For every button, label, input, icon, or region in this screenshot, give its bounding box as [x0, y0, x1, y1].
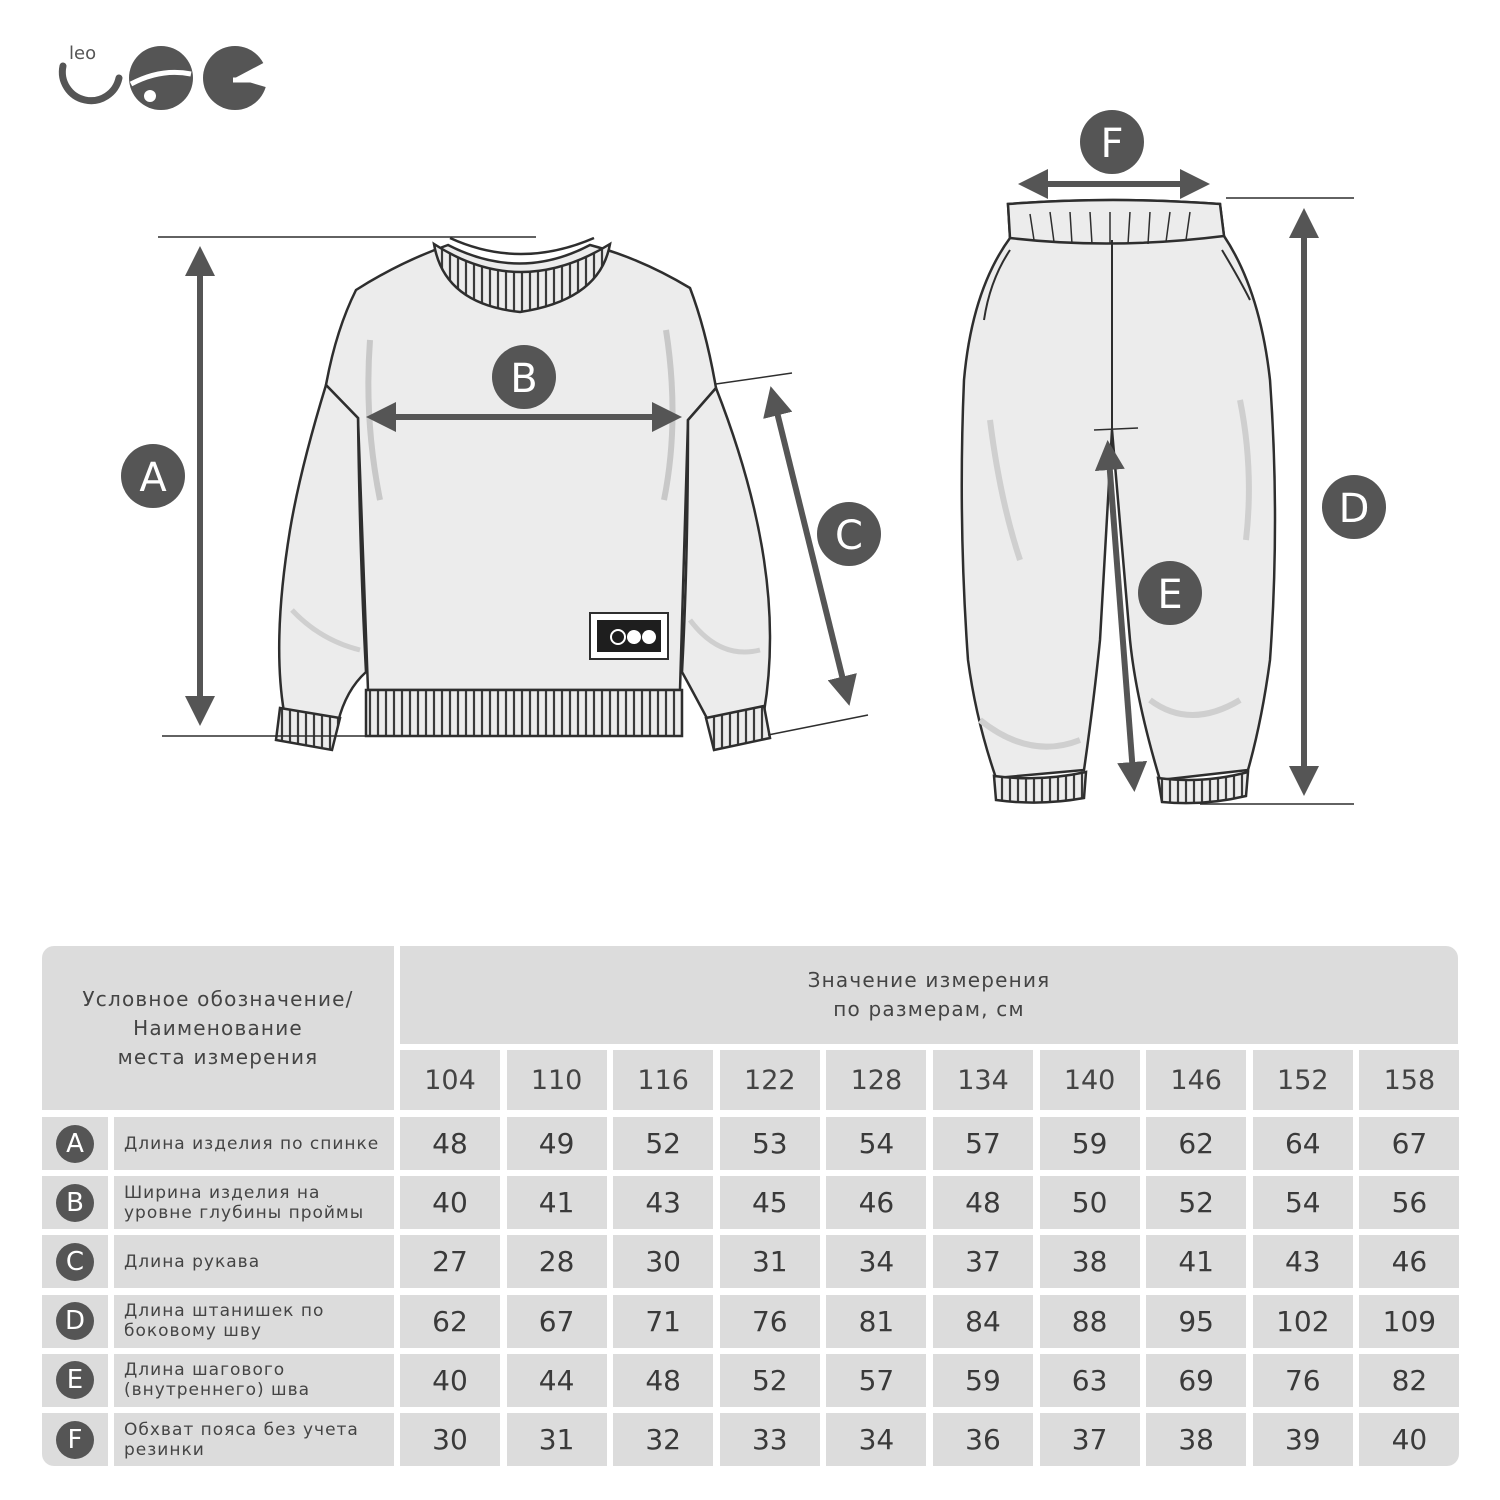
row-code-cell: [42, 1354, 108, 1407]
measurement-value-cell: 59: [933, 1354, 1033, 1407]
row-code-cell: [42, 1176, 108, 1229]
size-header-cell: 140: [1040, 1050, 1140, 1110]
measurement-name-line: Длина изделия по спинке: [124, 1133, 380, 1154]
measurement-value-cell: 64: [1253, 1117, 1353, 1170]
measurement-name-line: резинки: [124, 1439, 205, 1460]
measurement-value-cell: 31: [507, 1413, 607, 1466]
measurement-code-badge: E: [56, 1361, 94, 1399]
table-header-values: [400, 946, 1458, 1044]
measurement-name-cell: [114, 1117, 394, 1170]
svg-text:F: F: [1100, 121, 1124, 167]
measurement-value-cell: 67: [1359, 1117, 1459, 1170]
measurement-value-cell: 33: [720, 1413, 820, 1466]
measurement-name-line: (внутреннего) шва: [124, 1380, 311, 1401]
measurement-value-cell: 76: [720, 1295, 820, 1348]
measurement-value-cell: 41: [1146, 1235, 1246, 1288]
measurement-value-cell: 52: [613, 1117, 713, 1170]
measurement-value-cell: 48: [400, 1117, 500, 1170]
measurement-value-cell: 28: [507, 1235, 607, 1288]
measurement-value-cell: 62: [1146, 1117, 1246, 1170]
row-code-cell: [42, 1235, 108, 1288]
measurement-value-cell: 32: [613, 1413, 713, 1466]
measurement-value-cell: 30: [613, 1235, 713, 1288]
size-header-cell: 152: [1253, 1050, 1353, 1110]
size-table: [42, 946, 1458, 1468]
size-header-cell: 104: [400, 1050, 500, 1110]
measurement-name-line: Длина шагового: [124, 1360, 286, 1381]
header-left-line: Условное обозначение/: [82, 986, 354, 1011]
measurement-value-cell: 46: [826, 1176, 926, 1229]
measurement-value-cell: 41: [507, 1176, 607, 1229]
measurement-value-cell: 48: [613, 1354, 713, 1407]
measurement-value-cell: 53: [720, 1117, 820, 1170]
measurement-value-cell: 43: [613, 1176, 713, 1229]
measurement-value-cell: 40: [400, 1176, 500, 1229]
measurement-name-line: уровне глубины проймы: [124, 1202, 365, 1223]
measurement-code-badge: C: [56, 1243, 94, 1281]
marker-e: [1138, 561, 1202, 625]
svg-text:E: E: [1157, 572, 1183, 618]
measurement-value-cell: 38: [1146, 1413, 1246, 1466]
measurement-value-cell: 81: [826, 1295, 926, 1348]
header-left-line: места измерения: [117, 1044, 319, 1069]
measurement-value-cell: 82: [1359, 1354, 1459, 1407]
measurement-name-line: Обхват пояса без учета: [124, 1419, 359, 1440]
measurement-value-cell: 40: [400, 1354, 500, 1407]
measurement-value-cell: 84: [933, 1295, 1033, 1348]
measurement-name-cell: [114, 1176, 394, 1229]
table-header-designation: [42, 946, 394, 1110]
measurement-value-cell: 57: [826, 1354, 926, 1407]
svg-text:D: D: [1338, 486, 1370, 532]
header-right-line: по размерам, см: [833, 997, 1025, 1021]
measurement-name-cell: [114, 1354, 394, 1407]
measurement-value-cell: 54: [1253, 1176, 1353, 1229]
measurement-diagram: [0, 100, 1500, 830]
measurement-code-badge: D: [56, 1302, 94, 1340]
measurement-name-cell: [114, 1413, 394, 1466]
measurement-name-cell: [114, 1235, 394, 1288]
measurement-value-cell: 71: [613, 1295, 713, 1348]
measurement-value-cell: 38: [1040, 1235, 1140, 1288]
measurement-value-cell: 40: [1359, 1413, 1459, 1466]
marker-a: [121, 444, 185, 508]
row-code-cell: [42, 1295, 108, 1348]
measurement-code-badge: A: [56, 1125, 94, 1163]
size-header-cell: 146: [1146, 1050, 1246, 1110]
sweatshirt-drawing: [276, 238, 770, 750]
measurement-value-cell: 48: [933, 1176, 1033, 1229]
measurement-value-cell: 69: [1146, 1354, 1246, 1407]
pants-drawing: [962, 200, 1275, 803]
marker-d: [1322, 475, 1386, 539]
row-code-cell: [42, 1413, 108, 1466]
marker-f: [1080, 110, 1144, 174]
measurement-value-cell: 30: [400, 1413, 500, 1466]
measurement-value-cell: 49: [507, 1117, 607, 1170]
measurement-name-cell: [114, 1295, 394, 1348]
measurement-value-cell: 52: [720, 1354, 820, 1407]
measurement-value-cell: 67: [507, 1295, 607, 1348]
measurement-value-cell: 63: [1040, 1354, 1140, 1407]
measurement-name-line: боковому шву: [124, 1321, 262, 1342]
measurement-value-cell: 34: [826, 1235, 926, 1288]
size-header-cell: 134: [933, 1050, 1033, 1110]
measurement-value-cell: 27: [400, 1235, 500, 1288]
measurement-value-cell: 31: [720, 1235, 820, 1288]
header-right-line: Значение измерения: [807, 968, 1051, 992]
measurement-value-cell: 56: [1359, 1176, 1459, 1229]
measurement-value-cell: 44: [507, 1354, 607, 1407]
measurement-code-badge: F: [56, 1421, 94, 1459]
size-header-cell: 122: [720, 1050, 820, 1110]
measurement-value-cell: 109: [1359, 1295, 1459, 1348]
measurement-value-cell: 43: [1253, 1235, 1353, 1288]
measurement-value-cell: 102: [1253, 1295, 1353, 1348]
brand-logo-small-text: leo: [69, 43, 97, 64]
header-left-line: Наименование: [133, 1015, 303, 1040]
measurement-value-cell: 45: [720, 1176, 820, 1229]
measurement-value-cell: 36: [933, 1413, 1033, 1466]
measurement-name-line: Длина рукава: [124, 1251, 261, 1272]
measurement-value-cell: 95: [1146, 1295, 1246, 1348]
measurement-value-cell: 52: [1146, 1176, 1246, 1229]
measurement-value-cell: 59: [1040, 1117, 1140, 1170]
logo-arc-icon: [62, 66, 119, 101]
measurement-value-cell: 50: [1040, 1176, 1140, 1229]
measurement-value-cell: 76: [1253, 1354, 1353, 1407]
svg-text:B: B: [510, 356, 538, 402]
measurement-value-cell: 37: [933, 1235, 1033, 1288]
svg-text:C: C: [835, 513, 863, 559]
measurement-value-cell: 57: [933, 1117, 1033, 1170]
measurement-value-cell: 88: [1040, 1295, 1140, 1348]
size-header-cell: 128: [826, 1050, 926, 1110]
measurement-name-line: Длина штанишек по: [124, 1301, 325, 1322]
measurement-value-cell: 34: [826, 1413, 926, 1466]
brand-logo-patch-icon: [590, 613, 668, 659]
measurement-value-cell: 54: [826, 1117, 926, 1170]
marker-b: [492, 345, 556, 409]
measurement-name-line: Ширина изделия на: [124, 1182, 321, 1203]
size-header-cell: 116: [613, 1050, 713, 1110]
measurement-value-cell: 46: [1359, 1235, 1459, 1288]
measurement-value-cell: 62: [400, 1295, 500, 1348]
marker-c: [817, 502, 881, 566]
svg-text:A: A: [139, 455, 167, 501]
size-header-cell: 158: [1359, 1050, 1459, 1110]
size-header-cell: 110: [507, 1050, 607, 1110]
measurement-value-cell: 39: [1253, 1413, 1353, 1466]
measurement-value-cell: 37: [1040, 1413, 1140, 1466]
measurement-code-badge: B: [56, 1184, 94, 1222]
row-code-cell: [42, 1117, 108, 1170]
